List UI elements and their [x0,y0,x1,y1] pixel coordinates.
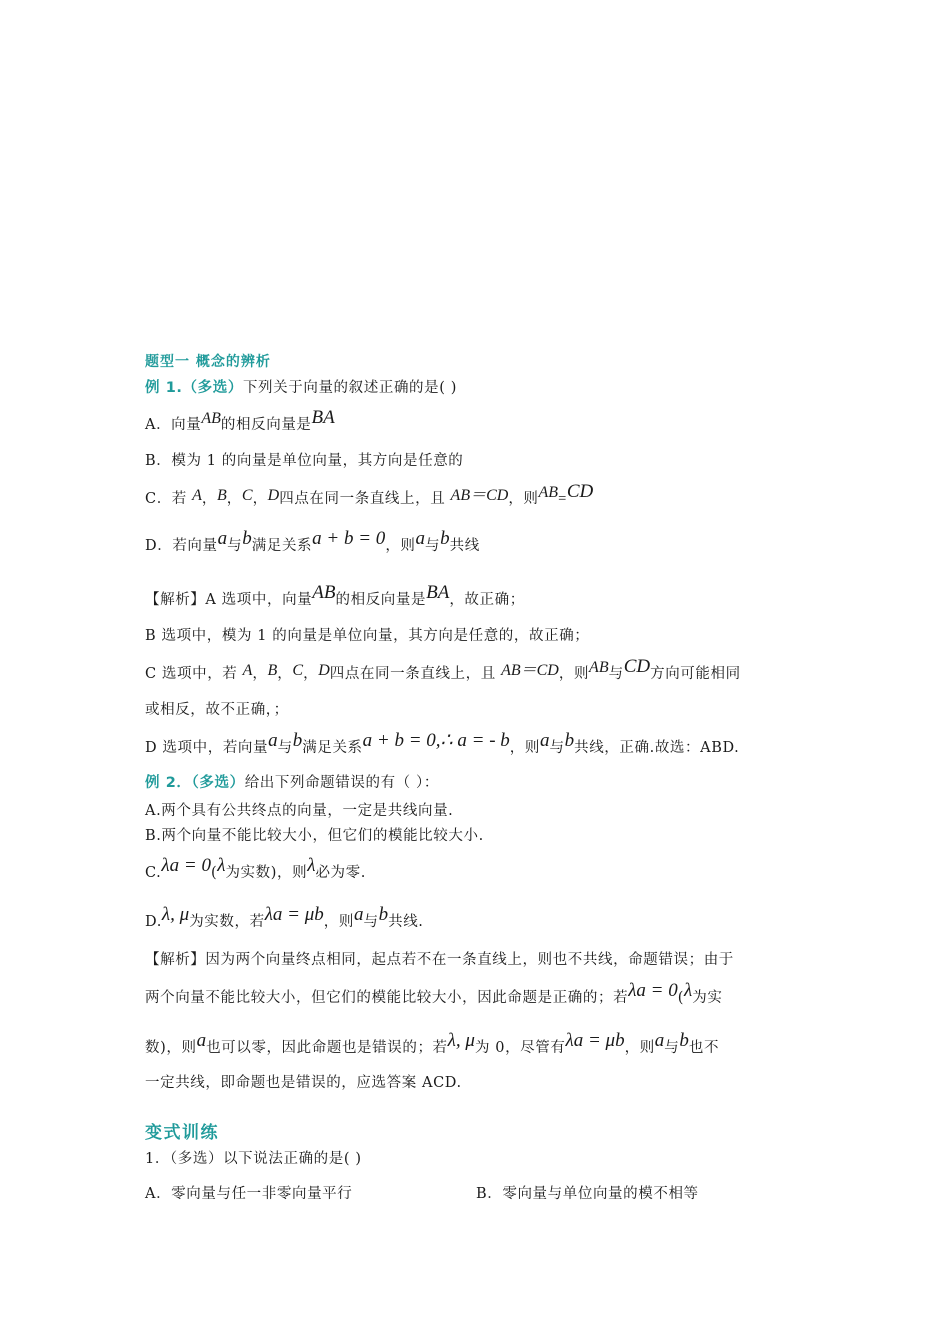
section-title: 题型一 概念的辨析 [145,354,271,370]
example-1-solution-c-cont: 或相反，故不正确，； [145,702,289,718]
example-2-label: 例 2．（多选） [145,775,245,791]
example-1-text: 下列关于向量的叙述正确的是( ) [242,380,457,396]
math-vector-ab: AB [538,484,559,501]
example-2-solution-1: 【解析】因为两个向量终点相同，起点若不在一条直线上，则也不共线，命题错误；由于 [145,952,734,968]
math-vector-ab: AB [201,410,221,427]
example-1-solution-c: C 选项中，若 A，B，C，D四点在同一条直线上，且 AB＝CD，则AB与CD方向可能相同 [145,656,741,682]
math-vector-ba: BA [311,407,335,428]
example-2-option-a: A.两个具有公共终点的向量，一定是共线向量. [145,803,454,819]
example-1-solution-d: D 选项中，若向量a与b满足关系a + b = 0,∴ a = - b，则a与b共线，正确.故选：ABD. [145,730,740,756]
example-2-option-c: C.λa = 0(λ为实数)，则λ必为零. [145,855,366,881]
example-2-option-d: D.λ, μ为实数，若λa = μb，则a与b共线. [145,904,424,930]
math-equation: a + b = 0 [312,528,386,549]
example-2-solution-2: 两个向量不能比较大小，但它们的模能比较大小，因此命题是正确的；若λa = 0(λ为实 [145,980,723,1006]
example-2-option-b: B.两个向量不能比较大小，但它们的模能比较大小. [145,828,484,844]
math-equation: a + b = 0,∴ a = - b [362,730,510,751]
example-1-option-b: B．模为 1 的向量是单位向量，其方向是任意的 [145,453,464,469]
variant-option-a: A．零向量与任一非零向量平行 [145,1186,353,1202]
example-2-question [145,773,439,793]
example-1-solution-a: 【解析】A 选项中，向量AB的相反向量是BA，故正确； [145,582,525,608]
example-1-solution-b: B 选项中，模为 1 的向量是单位向量，其方向是任意的，故正确； [145,628,590,644]
example-1-label: 例 1.（多选） [145,380,243,396]
example-2-solution-3: 数)，则a也可以零，因此命题也是错误的；若λ, μ为 0，尽管有λa = μb，则a与b也不 [145,1030,720,1056]
example-1-question [145,378,457,398]
variant-title: 变式训练 [145,1123,219,1143]
example-2-text: 给出下列命题错误的有（ ）： [244,775,439,791]
variant-question-1: 1．（多选）以下说法正确的是( ) [145,1151,362,1167]
math-vector-cd: CD [566,481,594,502]
example-1-option-c: C．若 A，B，C，D四点在同一条直线上，且 AB＝CD，则AB=CD [145,481,594,507]
variant-option-b: B．零向量与单位向量的模不相等 [476,1186,699,1202]
example-1-option-a: A．向量AB的相反向量是BA [145,407,335,433]
example-1-option-d: D．若向量a与b满足关系a + b = 0，则a与b共线 [145,528,480,554]
example-2-solution-4: 一定共线，即命题也是错误的，应选答案 ACD. [145,1075,462,1091]
